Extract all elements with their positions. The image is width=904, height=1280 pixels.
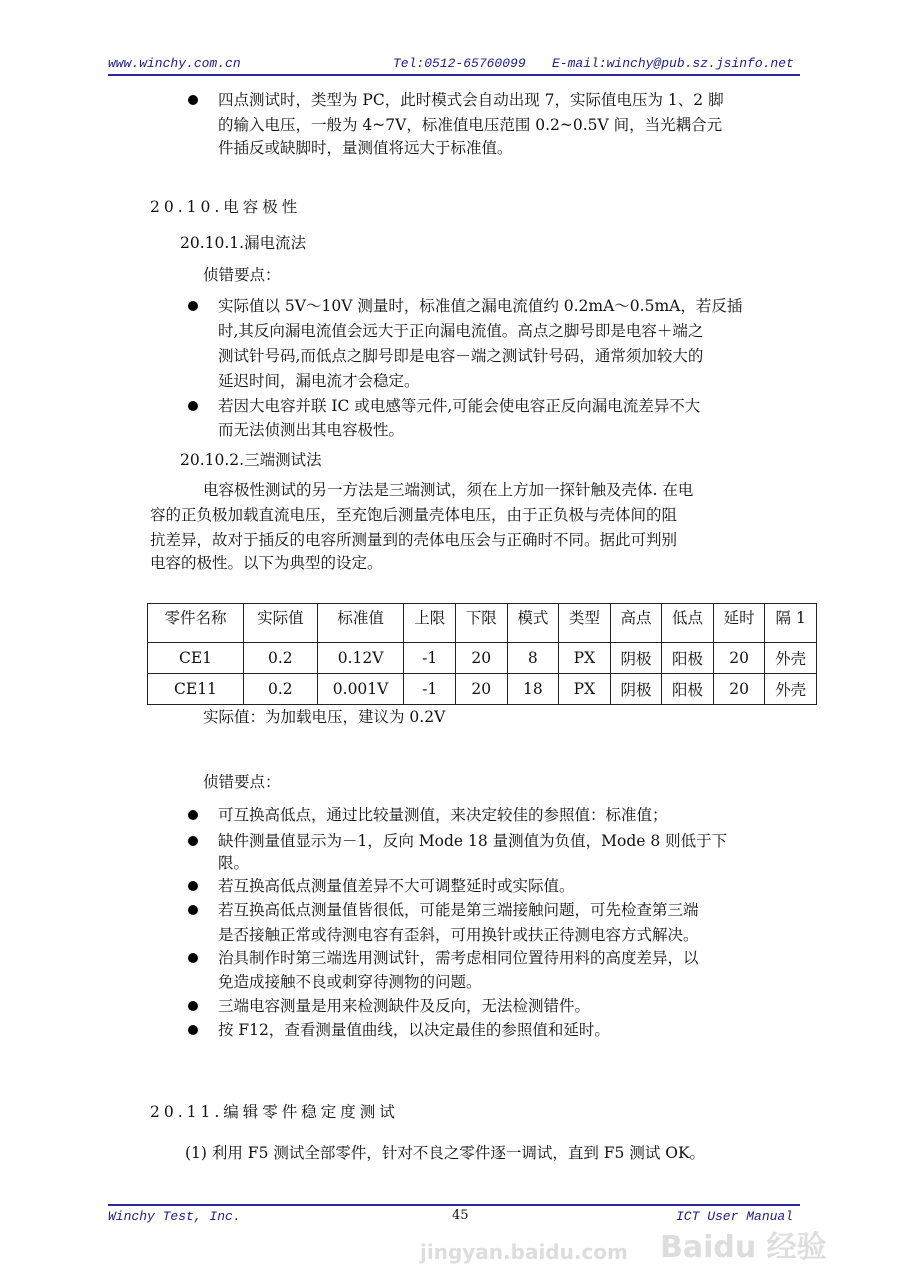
settings-table <box>147 603 817 705</box>
watermark-logo: Baidu 经验 <box>660 1230 827 1265</box>
footer-rule <box>108 1204 800 1206</box>
subsection-heading: 20.10.2.三端测试法 <box>180 451 322 469</box>
debug-label: 侦错要点： <box>203 773 281 791</box>
header-website: www.winchy.com.cn <box>108 56 241 71</box>
text-line: 按 F12，查看测量值曲线，以决定最佳的参照值和延时。 <box>218 1021 610 1039</box>
bullet-icon <box>188 401 198 411</box>
header-tel: Tel:0512-65760099 <box>393 56 526 71</box>
bullet-icon <box>188 881 198 891</box>
table-cell: CE1 <box>148 643 244 674</box>
text-line: 限。 <box>218 854 250 872</box>
text-line: 若互换高低点测量值差异不大可调整延时或实际值。 <box>218 877 575 895</box>
table-header: 模式 <box>507 604 559 643</box>
table-header: 零件名称 <box>148 604 244 643</box>
section-heading: 20.10.电容极性 <box>150 198 302 216</box>
table-header: 标准值 <box>317 604 404 643</box>
table-header-row <box>148 604 817 643</box>
text-line: 实际值以 5V～10V 测量时，标准值之漏电流值约 0.2mA～0.5mA，若反插 <box>218 297 743 315</box>
bullet-icon <box>188 836 198 846</box>
debug-label: 侦错要点： <box>203 266 281 284</box>
table-cell: 0.12V <box>317 643 404 674</box>
table-cell: 20 <box>456 643 508 674</box>
table-cell: 阳极 <box>662 643 714 674</box>
table-cell: -1 <box>404 643 456 674</box>
table-cell: 20 <box>713 643 765 674</box>
text-line: 缺件测量值显示为－1，反向 Mode 18 量测值为负值，Mode 8 则低于下 <box>218 832 728 850</box>
bullet-icon <box>188 1001 198 1011</box>
table-cell: 外壳 <box>765 674 817 705</box>
subsection-heading: 20.10.1.漏电流法 <box>180 234 307 252</box>
text-line: 四点测试时，类型为 PC，此时模式会自动出现 7，实际值电压为 1、2 脚 <box>218 91 724 109</box>
text-line: 抗差异，故对于插反的电容所测量到的壳体电压会与正确时不同。据此可判别 <box>150 531 678 549</box>
footer-manual: ICT User Manual <box>676 1209 794 1224</box>
bullet-icon <box>188 810 198 820</box>
table-cell: 0.2 <box>243 674 317 705</box>
table-cell: 阳极 <box>662 674 714 705</box>
section-heading: 20.11.编辑零件稳定度测试 <box>150 1103 399 1121</box>
table-header: 实际值 <box>243 604 317 643</box>
table-cell: 8 <box>507 643 559 674</box>
table-cell: PX <box>559 643 611 674</box>
table-header: 类型 <box>559 604 611 643</box>
table-header: 隔 1 <box>765 604 817 643</box>
bullet-icon <box>188 905 198 915</box>
table-header: 上限 <box>404 604 456 643</box>
text-line: 若因大电容并联 IC 或电感等元件,可能会使电容正反向漏电流差异不大 <box>218 397 701 415</box>
header-email: E-mail:winchy@pub.sz.jsinfo.net <box>552 56 794 71</box>
text-line: 时,其反向漏电流值会远大于正向漏电流值。高点之脚号即是电容＋端之 <box>218 322 704 340</box>
text-line: 测试针号码,而低点之脚号即是电容－端之测试针号码，通常须加较大的 <box>218 347 704 365</box>
text-line: 电容的极性。以下为典型的设定。 <box>150 554 383 572</box>
bullet-icon <box>188 1025 198 1035</box>
table-cell: 0.001V <box>317 674 404 705</box>
table-cell: PX <box>559 674 611 705</box>
table-row <box>148 674 817 705</box>
header-rule <box>108 74 800 76</box>
text-line: 延迟时间，漏电流才会稳定。 <box>218 372 420 390</box>
table-header: 延时 <box>713 604 765 643</box>
table-note: 实际值：为加载电压，建议为 0.2V <box>203 708 446 726</box>
text-line: (1) 利用 F5 测试全部零件，针对不良之零件逐一调试，直到 F5 测试 OK。 <box>185 1144 706 1162</box>
page-number: 45 <box>452 1208 469 1223</box>
table-row <box>148 643 817 674</box>
table-cell: 阴极 <box>610 643 662 674</box>
watermark-url: jingyan.baidu.com <box>420 1240 628 1264</box>
table-cell: 外壳 <box>765 643 817 674</box>
table-cell: 0.2 <box>243 643 317 674</box>
table-cell: 18 <box>507 674 559 705</box>
table-cell: 阴极 <box>610 674 662 705</box>
text-line: 件插反或缺脚时，量测值将远大于标准值。 <box>218 139 513 157</box>
text-line: 免造成接触不良或刺穿待测物的问题。 <box>218 973 482 991</box>
text-line: 治具制作时第三端选用测试针，需考虑相同位置待用料的高度差异，以 <box>218 949 699 967</box>
text-line: 三端电容测量是用来检测缺件及反向，无法检测错件。 <box>218 997 591 1015</box>
text-line: 可互换高低点，通过比较量测值，来决定较佳的参照值：标准值； <box>218 806 668 824</box>
table-cell: CE11 <box>148 674 244 705</box>
table-cell: 20 <box>713 674 765 705</box>
text-line: 是否接触正常或待测电容有歪斜，可用换针或扶正待测电容方式解决。 <box>218 926 699 944</box>
bullet-icon <box>188 953 198 963</box>
table-header: 高点 <box>610 604 662 643</box>
table-cell: 20 <box>456 674 508 705</box>
table-header: 低点 <box>662 604 714 643</box>
text-line: 容的正负极加载直流电压，至充饱后测量壳体电压，由于正负极与壳体间的阻 <box>150 506 678 524</box>
bullet-icon <box>188 95 198 105</box>
footer-company: Winchy Test, Inc. <box>108 1209 241 1224</box>
text-line: 的输入电压，一般为 4~7V，标准值电压范围 0.2~0.5V 间，当光耦合元 <box>218 116 723 134</box>
text-line: 若互换高低点测量值皆很低，可能是第三端接触问题，可先检查第三端 <box>218 901 699 919</box>
text-line: 电容极性测试的另一方法是三端测试，须在上方加一探针触及壳体. 在电 <box>203 481 694 499</box>
text-line: 而无法侦测出其电容极性。 <box>218 421 405 439</box>
bullet-icon <box>188 301 198 311</box>
table-header: 下限 <box>456 604 508 643</box>
table-cell: -1 <box>404 674 456 705</box>
